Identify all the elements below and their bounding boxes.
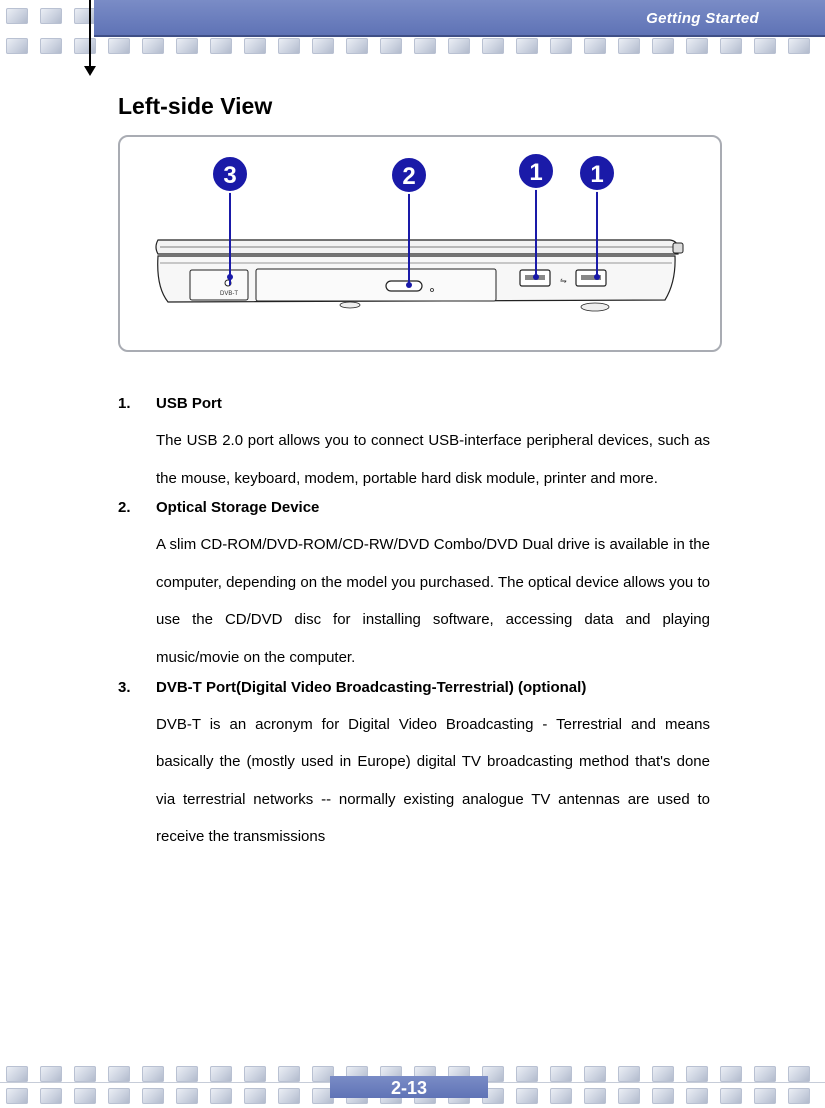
header-banner bbox=[94, 0, 825, 37]
list-item-usb-port bbox=[118, 395, 710, 497]
margin-line bbox=[89, 0, 91, 68]
callout-2 bbox=[391, 157, 427, 193]
item-number: 3. bbox=[118, 678, 131, 696]
port-description-list bbox=[118, 395, 710, 856]
optical-drive-eject-button bbox=[386, 281, 422, 291]
callout-1b bbox=[579, 155, 615, 191]
item-heading: USB Port bbox=[156, 395, 222, 412]
list-item-dvbt-port bbox=[118, 679, 710, 856]
page-title: Left-side View bbox=[118, 93, 273, 119]
item-heading: Optical Storage Device bbox=[156, 499, 320, 517]
left-side-view-figure bbox=[118, 135, 722, 352]
item-number: 1. bbox=[118, 395, 131, 412]
page-number: 2-13 bbox=[390, 1078, 428, 1098]
item-description: The USB 2.0 port allows you to connect USB-interface peripheral devices, such as the mouse, keyboard, modem, portable hard disk module, printer and more. bbox=[156, 432, 710, 487]
usb-icon: ⇋ bbox=[560, 276, 567, 285]
item-number: 2. bbox=[118, 499, 131, 517]
item-description: DVB-T is an acronym for Digital Video Broadcasting - Terrestrial and means basically the (mostly used in Europe) digital TV broadcasting method that's done via terrestrial networks -- normally existing analogue TV antennas are used to receive the transmissions bbox=[156, 715, 710, 846]
svg-text:3: 3 bbox=[223, 162, 237, 189]
arrow-down-icon bbox=[84, 66, 96, 76]
item-heading: DVB-T Port(Digital Video Broadcasting-Terrestrial) (optional) bbox=[156, 678, 587, 696]
svg-text:1: 1 bbox=[590, 161, 604, 188]
item-description: A slim CD-ROM/DVD-ROM/CD-RW/DVD Combo/DVD Dual drive is available in the computer, depending on the model you purchased. The optical device allows you to use the CD/DVD disc for installing software, accessing data and playing music/movie on the computer. bbox=[156, 536, 710, 666]
page-number-badge bbox=[330, 1076, 488, 1098]
chapter-title: Getting Started bbox=[646, 10, 759, 27]
header-decoration-top bbox=[6, 8, 96, 28]
laptop-side-illustration bbox=[120, 137, 720, 350]
svg-text:2: 2 bbox=[402, 163, 416, 190]
list-item-optical-storage bbox=[118, 499, 710, 676]
callout-1a bbox=[518, 153, 554, 189]
svg-text:1: 1 bbox=[529, 159, 543, 186]
header-decoration-bottom bbox=[6, 38, 810, 58]
callout-3 bbox=[212, 156, 248, 192]
dvbt-port-label: DVB-T bbox=[220, 291, 238, 297]
